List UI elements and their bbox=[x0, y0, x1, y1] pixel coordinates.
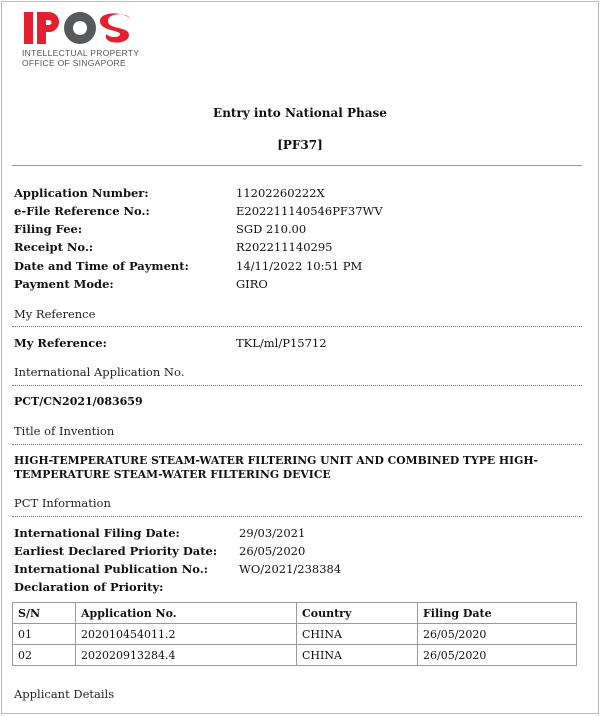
divider bbox=[12, 165, 582, 166]
section-pct-information: PCT Information bbox=[14, 496, 111, 510]
international-application-number: PCT/CN2021/083659 bbox=[14, 395, 143, 408]
column-header: Country bbox=[297, 603, 418, 624]
table-row bbox=[13, 645, 577, 666]
divider bbox=[12, 385, 582, 386]
section-international-application: International Application No. bbox=[14, 365, 185, 379]
table-cell: CHINA bbox=[297, 624, 418, 645]
table-cell: 202020913284.4 bbox=[76, 645, 297, 666]
section-title-of-invention: Title of Invention bbox=[14, 424, 115, 438]
table-cell: 26/05/2020 bbox=[418, 645, 577, 666]
section-applicant-details: Applicant Details bbox=[14, 687, 115, 701]
ipos-logo bbox=[22, 10, 152, 68]
table-cell: 02 bbox=[13, 645, 76, 666]
table-row bbox=[13, 624, 577, 645]
document-page: INTELLECTUAL PROPERTY OFFICE OF SINGAPORE Entry into National Phase [PF37] Application Number: 11202260222X e-File Reference No.: E202211140546PF37WV Filing Fee: SGD 210.00 Receipt No.: R202211140295 Date and Time of Payment: 14/11/2022 10:51 PM Payment Mode: GIRO My Reference My Reference: TKL/ml/P15712 International Application No. PCT/CN2021/083659 Title of Invention HIGH-TEMPERATURE STEAM-WATER FILTERING UNIT AND COMBINED TYPE HIGH- TEMPERATURE STEAM-WATER FILTERING DEVICE PCT Information International Filing Date: 29/03/2021 Earliest Declared Priority Date: 26/05/2020 International Publication No.: WO/2021/238384 Declaration of Priority: S/N Application No. Country Filing Date 01 202010454011.2 CHINA 26/05/2020 02 202020913284.4 CHINA 26/05/2020 Applicant Details bbox=[1, 1, 599, 714]
form-code: [PF37] bbox=[277, 138, 323, 152]
column-header: S/N bbox=[13, 603, 76, 624]
table-cell: 26/05/2020 bbox=[418, 624, 577, 645]
table-header-row bbox=[13, 603, 577, 624]
document-title: Entry into National Phase bbox=[213, 106, 387, 120]
logo-tagline: INTELLECTUAL PROPERTY OFFICE OF SINGAPORE bbox=[22, 48, 140, 68]
table-cell: 01 bbox=[13, 624, 76, 645]
table-cell: 202010454011.2 bbox=[76, 624, 297, 645]
divider bbox=[12, 516, 582, 517]
priority-table bbox=[12, 602, 577, 666]
table-cell: CHINA bbox=[297, 645, 418, 666]
invention-title: HIGH-TEMPERATURE STEAM-WATER FILTERING UNIT AND COMBINED TYPE HIGH- TEMPERATURE STEAM-WATER FILTERING DEVICE bbox=[14, 454, 539, 481]
divider bbox=[12, 444, 582, 445]
column-header: Filing Date bbox=[418, 603, 577, 624]
divider bbox=[12, 326, 582, 327]
section-my-reference: My Reference bbox=[14, 307, 96, 321]
ipos-logo-mark bbox=[22, 10, 134, 46]
column-header: Application No. bbox=[76, 603, 297, 624]
